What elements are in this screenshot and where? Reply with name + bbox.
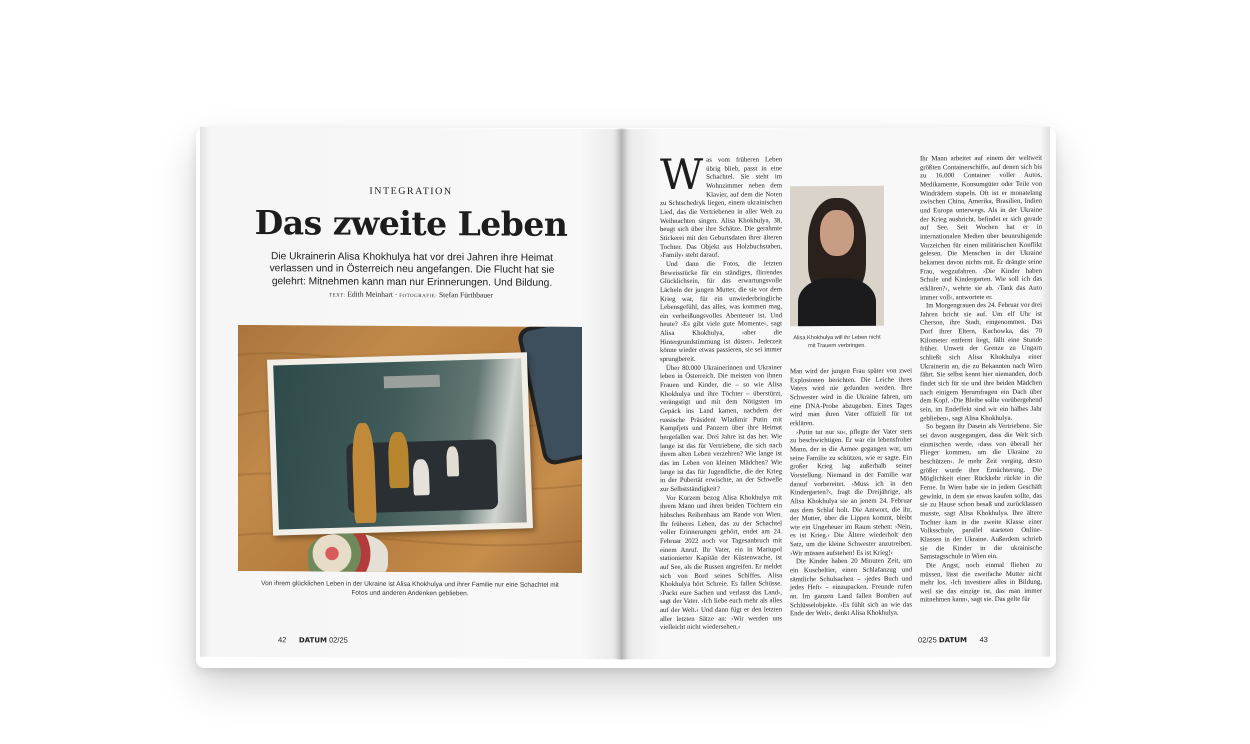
right-folio (918, 635, 988, 644)
paragraph: Man wird der jungen Frau später von zwei Explosionen berichten. Die Leiche ihres Vaters wird nie gefunden werden. Ihre Schwester wird in die Ukraine fahren, um eine DNA-Probe abzugeben. Eines Tages wird man ihren Vater offiziell für tot erklären. (790, 367, 912, 428)
portrait-caption: Alisa Khokhulya will ihr Leben nicht mit Trauern verbringen. (793, 334, 881, 350)
floral-decoration (308, 533, 388, 573)
paragraph: Über 80.000 Ukrainerinnen und Ukrainer leben in Österreich. Die meisten von ihnen Frauen und Kinder, die – so wie Alisa Khokhulya und ihre Töchter – überstürzt, verängstigt und mit dem Nötigsten im Gepäck ins Land kamen, nachdem der russische Präsident Wladimir Putin mit Kampfjets und Panzern über ihre Heimat hergefallen war. Drei Jahre ist das her. Wie lange ist das für Vertriebene, die sich nach ihrem alten Leben verzehren? Wie lange ist das im Leben von kleinen Mädchen? Wie lange ist das für Jugendliche, die der Krieg in der Pubertät erwischte, an der Schwelle zur Selbstständigkeit? (660, 364, 782, 494)
wall-shelf (384, 375, 440, 389)
paragraph: Im Morgengrauen des 24. Februar vor drei Jahren bricht sie auf. Um elf Uhr ist Cherson, ihre Stadt, eingenommen. Das Dorf ihrer Eltern, Kachowka, das 70 Kilometer entfernt liegt, fällt eine Stunde früher. Unweit der Grenze zu Ungarn schließt sich Alisa Khokhulya einer Ukrainerin an, die zu Bekannten nach Wien fährt. Sie selbst kennt hier niemanden, doch findet sich für sie und ihre beiden Mädchen nach einigem Herumfragen ein Dach über dem Kopf. ›Die Bleibe sollte vorübergehend sein, im Endeffekt sind wir ein halbes Jahr geblieben‹, sagt Alisa Khokhulya. (920, 301, 1042, 423)
byline-photographer: Stefan Fürthbauer (439, 290, 493, 300)
byline-author: Edith Meinhart (347, 289, 393, 299)
magazine-spine (616, 128, 628, 660)
drop-cap: W (660, 149, 704, 200)
paragraph: Die Angst, noch einmal fliehen zu müssen, lässt die zweifache Mutter nicht mehr los. ›Ich investiere alles in Bildung, weil sie das einzige ist, das man immer mitnehmen kann‹, sagt sie. Das gelte für (920, 561, 1042, 604)
person-father (351, 423, 376, 524)
byline-photo-label: FOTOGRAFIE: (399, 293, 438, 300)
person-mother (388, 432, 410, 489)
right-brand: DATUM (938, 636, 967, 645)
paragraph: Die Kinder haben 20 Minuten Zeit, um ein Kuscheltier, einen Schlafanzug und sämtliche Schulsachen – ›jedes Buch und jedes Heft‹ – einzupacken. Freunde rufen an. Im ganzen Land fallen Bomben auf Schlüsselobjekte. ›Es fühlt sich an wie das Ende der Welt‹, denkt Alisa Khokhulya. (790, 557, 912, 618)
right-issue: 02/25 (918, 635, 937, 645)
text-column-1 (660, 149, 782, 633)
paragraph: Was vom früheren Leben übrig blieb, passt in eine Schachtel. Sie steht im Wohnzimmer neben dem Klavier, auf dem die Noten zu Schtschedryk liegen, einem ukrainischen Lied, das die Vertriebenen in aller Welt zu Weihnachten singen. Alisa Khokhulya, 38, beugt sich über ihre Schätze. Die gerahmte Stickerei mit den Geburtsdaten ihrer älteren Tochter. Das Objekt aus Holzbuchstaben, ›Family‹ steht darauf. (660, 149, 782, 260)
paragraph: So begann ihr Dasein als Vertriebene. Sie sei davon ausgegangen, dass die Welt sich einmischen werde, ›dass von überall her Flieger kommen, um die Ukraine zu beschützen‹. Je mehr Zeit verging, desto größer wurde ihre Ernüchterung. Die Möglichkeit einer Rückkehr rückte in die Ferne. In Wien habe sie in jedem Geschäft gewinkt, in dem sie etwas kaufen sollte, das sie zu Hause schon besaß und zurücklassen musste, sagt Alisa Khokhulya. Ihre ältere Tochter kam in die zweite Klasse einer Volksschule, parallel starteten Online-Klassen in der Ukraine. Außerdem schrieb sie die Kinder in die ukrainische Samstagsschule in Wien ein. (920, 423, 1042, 561)
byline-text-label: TEXT: (329, 293, 346, 299)
right-page (622, 127, 1050, 660)
person-child (413, 459, 430, 495)
text-column-2 (790, 368, 912, 620)
portrait-photo (790, 186, 884, 327)
left-folio (278, 635, 348, 644)
paragraph: Vor Kurzem bezog Alisa Khokhulya mit ihrem Mann und ihren beiden Töchtern ein hübsches Reihenhaus am Rande von Wien. Ihr früheres Leben, das zu der Schachtel voller Erinnerungen gehört, endet am 24. Februar 2022 noch vor Tagesanbruch mit einem Anruf. Ihr Vater, ein in Mariupol stationierter Kapitän der Küstenwache, ist auf See, als die Russen angreifen. Er meldet sich von Bord seines Schiffes. Alisa Khokhulya hört Schreie. Es fallen Schüsse. ›Packt eure Sachen und verlasst das Land‹, sagt der Vater. ›Ich liebe euch mehr als alles auf der Welt.‹ Und dann fügt er den letzten aller letzten Sätze an: ›Wir werden uns vielleicht nicht wiedersehen.‹ (660, 493, 782, 632)
photo-caption: Von ihrem glücklichen Leben in der Ukraine ist Alisa Khokhulya und ihrer Familie nur eine Schachtel mit Fotos und anderen Andenken geblieben. (261, 580, 559, 598)
paragraph: Und dann die Fotos, die letzten Beweisstücke für ein ständiges, flirrendes Glücklichsein, für das erwartungsvolle Lächeln der jungen Mutter, die sie vor dem Krieg war, für ein unwiederbringliche Lebensgefühl, das alles, was kommen mag, ein verheißungsvolles Abenteuer ist. Und heute? ›Es gibt viele gute Momente‹, sagt Alisa Khokhulya, ›aber die Hintergrundstimmung ist düster‹. Jederzeit könne wieder etwas passieren, sie sei immer sprungbereit. (660, 260, 782, 364)
paragraph: Ihr Mann arbeitet auf einem der weltweit größten Containerschiffe, auf denen sich bis zu 16.000 Container voller Autos, Medikamente, Konsumgüter oder Teile von Windrädern stapeln. Oft ist er monatelang zwischen China, Amerika, Brasilien, Indien und Europa unterwegs. Als in der Ukraine der Krieg ausbricht, befindet er sich gerade auf See. Seit Wochen hat er in internationalen Medien über beunruhigende Vorzeichen für einen militärischen Konflikt gelesen. Die Menschen in der Ukraine bekamen davon nichts mit. Er drängte seine Frau, wegzufahren. ›Die Kinder haben Schule und Kindergarten. Wie soll ich das erklären?‹, wehrte sie ab. ›Tank das Auto immer voll‹, antwortete er. (920, 154, 1042, 301)
byline: TEXT: Edith Meinhart · FOTOGRAFIE: Stefan Fürthbauer (329, 289, 493, 300)
left-page-number: 42 (278, 635, 287, 645)
family-photo-print (267, 352, 533, 535)
left-issue: 02/25 (329, 635, 348, 645)
article-standfirst: Die Ukrainerin Alisa Khokhulya hat vor drei Jahren ihre Heimat verlassen und in Österreich neu angefangen. Die Flucht hat sie gelehrt: Mitnehmen kann man nur Erinnerungen. Und Bildung. (269, 251, 555, 289)
text-column-3 (920, 155, 1042, 606)
main-photo (238, 325, 582, 573)
section-kicker: INTEGRATION (369, 185, 453, 198)
right-page-number: 43 (979, 635, 988, 645)
left-brand: DATUM (298, 636, 327, 645)
person-toddler (446, 446, 459, 476)
article-headline: Das zweite Leben (254, 203, 568, 244)
left-page (200, 127, 622, 660)
paragraph: ›Putin tut nur so‹, pflegte der Vater stets zu beschwichtigen. Er war ein lebensfroher Mann, der in die Armee gegangen war, um seine Familie zu schützen, wie er sagte. Ein großer Krieg lag außerhalb seiner Vorstellung. Niemand in der Familie war darauf vorbereitet. ›Muss ich in den Kindergarten?‹, fragt die Dreijährige, als Alisa Khokhulya sie an jenem 24. Februar aus dem Schlaf holt. Die Antwort, die ihr, der Mutter, über die Lippen kommt, bleibt wie ein Ungeheuer im Raum stehen: ›Nein, es ist Krieg.‹ Die Ältere wiederholt den Satz, um die kleine Schwester anzutreiben. ›Wir müssen aufstehen! Es ist Krieg!‹ (790, 428, 912, 558)
